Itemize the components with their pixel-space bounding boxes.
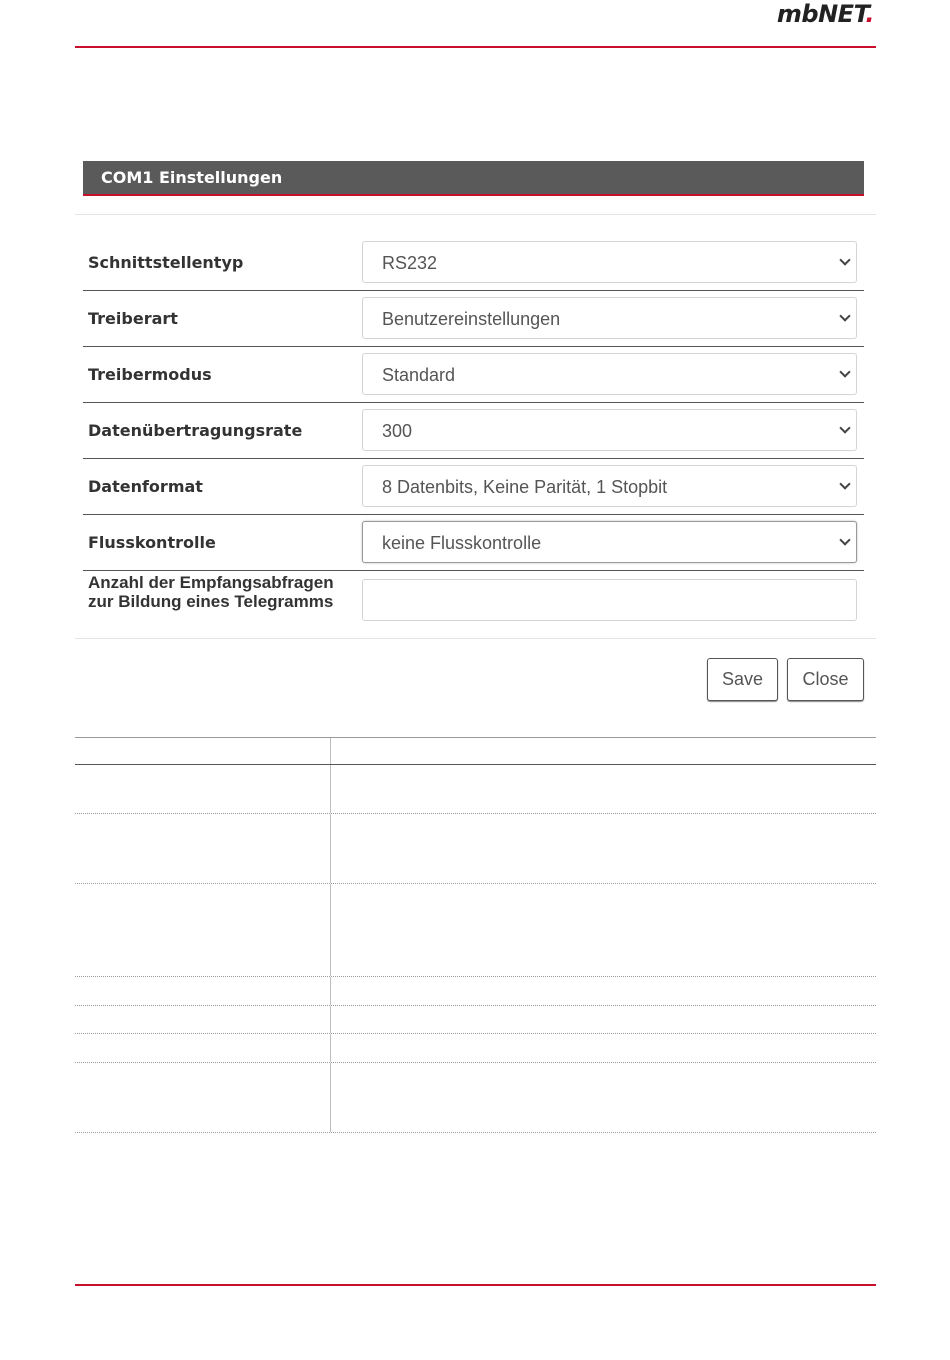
form-row-schnittstellentyp	[83, 235, 864, 291]
table-cell	[75, 1063, 331, 1132]
chevron-down-icon	[839, 534, 850, 545]
field-label: Schnittstellentyp	[88, 253, 244, 272]
divider	[75, 214, 876, 215]
logo-dot: .	[865, 0, 874, 28]
select-value: RS232	[382, 253, 438, 273]
table-row	[75, 1063, 876, 1133]
field-label: Datenformat	[88, 477, 203, 496]
footer-rule	[75, 1284, 876, 1286]
table-cell	[75, 738, 331, 764]
table-cell	[75, 977, 331, 1005]
form-row-datenformat	[83, 459, 864, 515]
mbnet-logo	[777, 0, 874, 28]
select-value: 8 Datenbits, Keine Parität, 1 Stopbit	[382, 477, 668, 497]
treibermodus-select[interactable]	[362, 353, 857, 395]
chevron-down-icon	[839, 366, 850, 377]
table-header-row	[75, 737, 876, 765]
select-value: keine Flusskontrolle	[382, 533, 542, 553]
field-label: Treibermodus	[88, 365, 212, 384]
table-cell	[75, 884, 331, 976]
form-row-flusskontrolle	[83, 515, 864, 571]
form-row-treibermodus	[83, 347, 864, 403]
field-label: Flusskontrolle	[88, 533, 216, 552]
panel-title: COM1 Einstellungen	[101, 168, 283, 187]
settings-form	[83, 235, 864, 629]
table-row	[75, 1006, 876, 1034]
label-line: Anzahl der Empfangsabfragen	[88, 573, 334, 592]
panel-header	[83, 161, 864, 196]
table-row	[75, 884, 876, 977]
field-label	[88, 573, 334, 611]
chevron-down-icon	[839, 422, 850, 433]
form-row-telegramm	[83, 571, 864, 629]
select-value: 300	[382, 421, 413, 441]
table-cell	[75, 1006, 331, 1033]
schnittstellentyp-select[interactable]	[362, 241, 857, 283]
flusskontrolle-select[interactable]	[362, 521, 857, 563]
form-row-treiberart	[83, 291, 864, 347]
chevron-down-icon	[839, 254, 850, 265]
label-line: zur Bildung eines Telegramms	[88, 592, 334, 611]
table-cell	[75, 814, 331, 883]
form-row-datenuebertragungsrate	[83, 403, 864, 459]
chevron-down-icon	[839, 310, 850, 321]
header-rule	[75, 46, 876, 48]
close-button[interactable]: Close	[787, 658, 864, 701]
logo-text: mbNET	[776, 0, 866, 28]
table-cell	[75, 1034, 331, 1062]
table-row	[75, 977, 876, 1006]
treiberart-select[interactable]	[362, 297, 857, 339]
description-table	[75, 737, 876, 1133]
select-value: Benutzereinstellungen	[382, 309, 561, 329]
datenuebertragungsrate-select[interactable]	[362, 409, 857, 451]
table-cell	[75, 765, 331, 813]
empfangsabfragen-input[interactable]	[362, 579, 857, 621]
chevron-down-icon	[839, 478, 850, 489]
field-label: Datenübertragungsrate	[88, 421, 303, 440]
select-value: Standard	[382, 365, 456, 385]
table-row	[75, 1034, 876, 1063]
divider	[75, 638, 876, 639]
table-row	[75, 814, 876, 884]
save-button[interactable]: Save	[707, 658, 778, 701]
field-label: Treiberart	[88, 309, 178, 328]
table-row	[75, 765, 876, 814]
datenformat-select[interactable]	[362, 465, 857, 507]
